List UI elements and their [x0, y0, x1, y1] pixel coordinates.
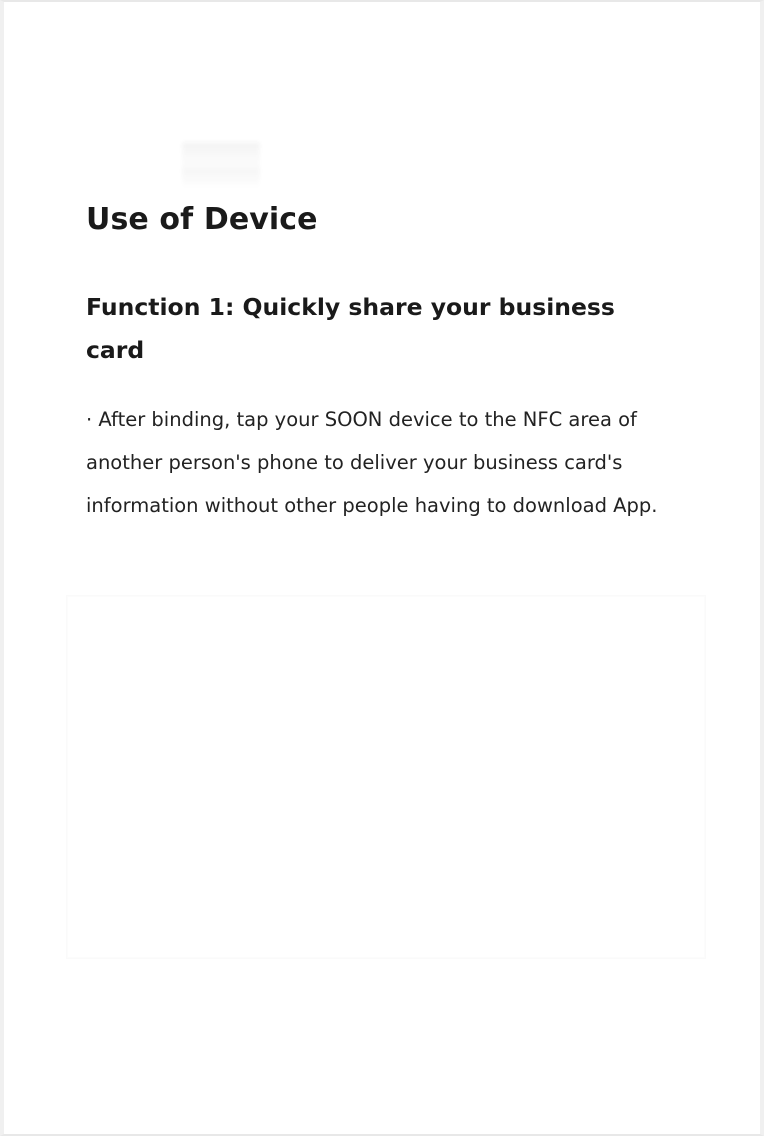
page-title: Use of Device [86, 202, 318, 237]
image-placeholder [66, 595, 706, 959]
watermark-artifact [182, 142, 260, 190]
section-heading: Function 1: Quickly share your business card [86, 293, 615, 364]
body-paragraph: · After binding, tap your SOON device to the NFC area of another person's phone to deliver your business card's information without other people having to download App. [86, 408, 658, 517]
